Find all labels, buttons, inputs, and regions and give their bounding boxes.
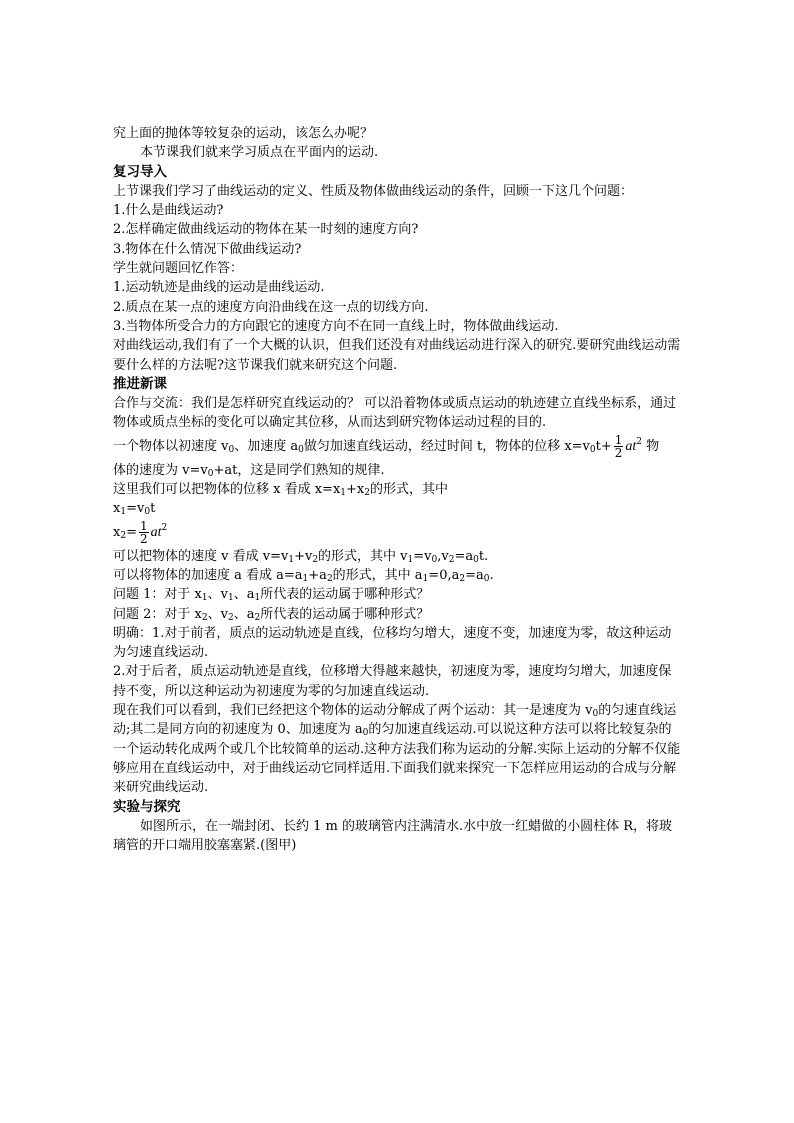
question-item: 问题 1：对于 $x_1$、$v_1$、$a_1$所代表的运动属于哪种形式？	[113, 587, 430, 604]
fraction: $\frac{1}{2}$	[139, 518, 148, 546]
section-heading: 推进新课	[113, 375, 167, 392]
paragraph-line: 体的速度为 $v=v_0+at$，这是同学们熟知的规律.	[113, 462, 385, 479]
section-heading: 复习导入	[113, 163, 167, 180]
paragraph-line: 本节课我们就来学习质点在平面内的运动.	[140, 145, 379, 161]
question-item: 2.怎样确定做曲线运动的物体在某一时刻的速度方向?	[113, 222, 419, 238]
paragraph-line: 可以把物体的速度 v 看成 $v=v_1+v_2$的形式，其中 $v_1=v_0,v_2=a_0t$.	[113, 548, 489, 565]
answer-item: 1.运动轨迹是曲线的运动是曲线运动.	[113, 280, 325, 296]
document-body	[113, 124, 683, 855]
formula-line: $x_1=v_0t$	[113, 501, 156, 518]
paragraph: 2.对于后者，质点运动轨迹是直线，位移增大得越来越快，初速度为零，速度均匀增大，加速度保持不变，所以这种运动为初速度为零的匀加速直线运动.	[113, 664, 672, 699]
answer-item: 2.质点在某一点的速度方向沿曲线在这一点的切线方向.	[113, 299, 429, 315]
formula-line: 一个物体以初速度 $v_0$、加速度 $a_0$做匀加速直线运动，经过时间 t，物体的位移 $x=v_0t+$ $\frac{1}{2}$ $at^2$ 物	[113, 432, 660, 460]
fraction: $\frac{1}{2}$	[614, 432, 623, 460]
section-heading: 实验与探究	[113, 798, 181, 815]
paragraph-line: 究上面的抛体等较复杂的运动，该怎么办呢？	[113, 126, 374, 141]
formula-line: $x_2=$ $\frac{1}{2}$ $at^2$	[113, 518, 168, 546]
question-item: 1.什么是曲线运动?	[113, 203, 224, 219]
answer-item: 3.当物体所受合力的方向跟它的速度方向不在同一直线上时，物体做曲线运动.	[113, 318, 559, 334]
paragraph: 明确：1.对于前者，质点的运动轨迹是直线，位移均匀增大，速度不变，加速度为零，故这种运动为匀速直线运动.	[113, 625, 672, 661]
paragraph-line: 上节课我们学习了曲线运动的定义、性质及物体做曲线运动的条件，回顾一下这几个问题：	[113, 183, 634, 199]
paragraph: 合作与交流：我们是怎样研究直线运动的？ 可以沿着物体或质点运动的轨迹建立直线坐标系，通过物体或质点坐标的变化可以确定其位移，从而达到研究物体运动过程的目的.	[113, 396, 677, 431]
question-item: 问题 2：对于 $x_2$、$v_2$、$a_2$所代表的运动属于哪种形式？	[113, 606, 430, 623]
paragraph-line: 学生就问题回忆作答：	[113, 261, 244, 277]
question-item: 3.物体在什么情况下做曲线运动?	[113, 241, 302, 257]
paragraph-line: 这里我们可以把物体的位移 x 看成 $x=x_1+x_2$的形式，其中	[113, 482, 449, 499]
paragraph: 现在我们可以看到，我们已经把这个物体的运动分解成了两个运动：其一是速度为 $v_0$的匀速直线运动;其二是同方向的初速度为 0、加速度为 $a_0$的匀加速直线运动.可以说这种方法可以将比较复杂的一个运动转化成两个或几个比较简单的运动.这种方法我们称为运动的分解.实际上运动的分解不仅能够应用在直线运动中，对于曲线运动它同样适用.下面我们就来探究一下怎样应用运动的合成与分解来研究曲线运动.	[113, 703, 681, 796]
paragraph: 如图所示，在一端封闭、长约 1 m 的玻璃管内注满清水.水中放一红蜡做的小圆柱体 R，将玻璃管的开口端用胶塞塞紧.(图甲)	[113, 818, 673, 854]
paragraph: 对曲线运动,我们有了一个大概的认识，但我们还没有对曲线运动进行深入的研究.要研究曲线运动需要什么样的方法呢?这节课我们就来研究这个问题.	[113, 338, 681, 373]
paragraph-line: 可以将物体的加速度 a 看成 $a=a_1+a_2$的形式，其中 $a_1=0,a_2=a_0$.	[113, 567, 494, 584]
